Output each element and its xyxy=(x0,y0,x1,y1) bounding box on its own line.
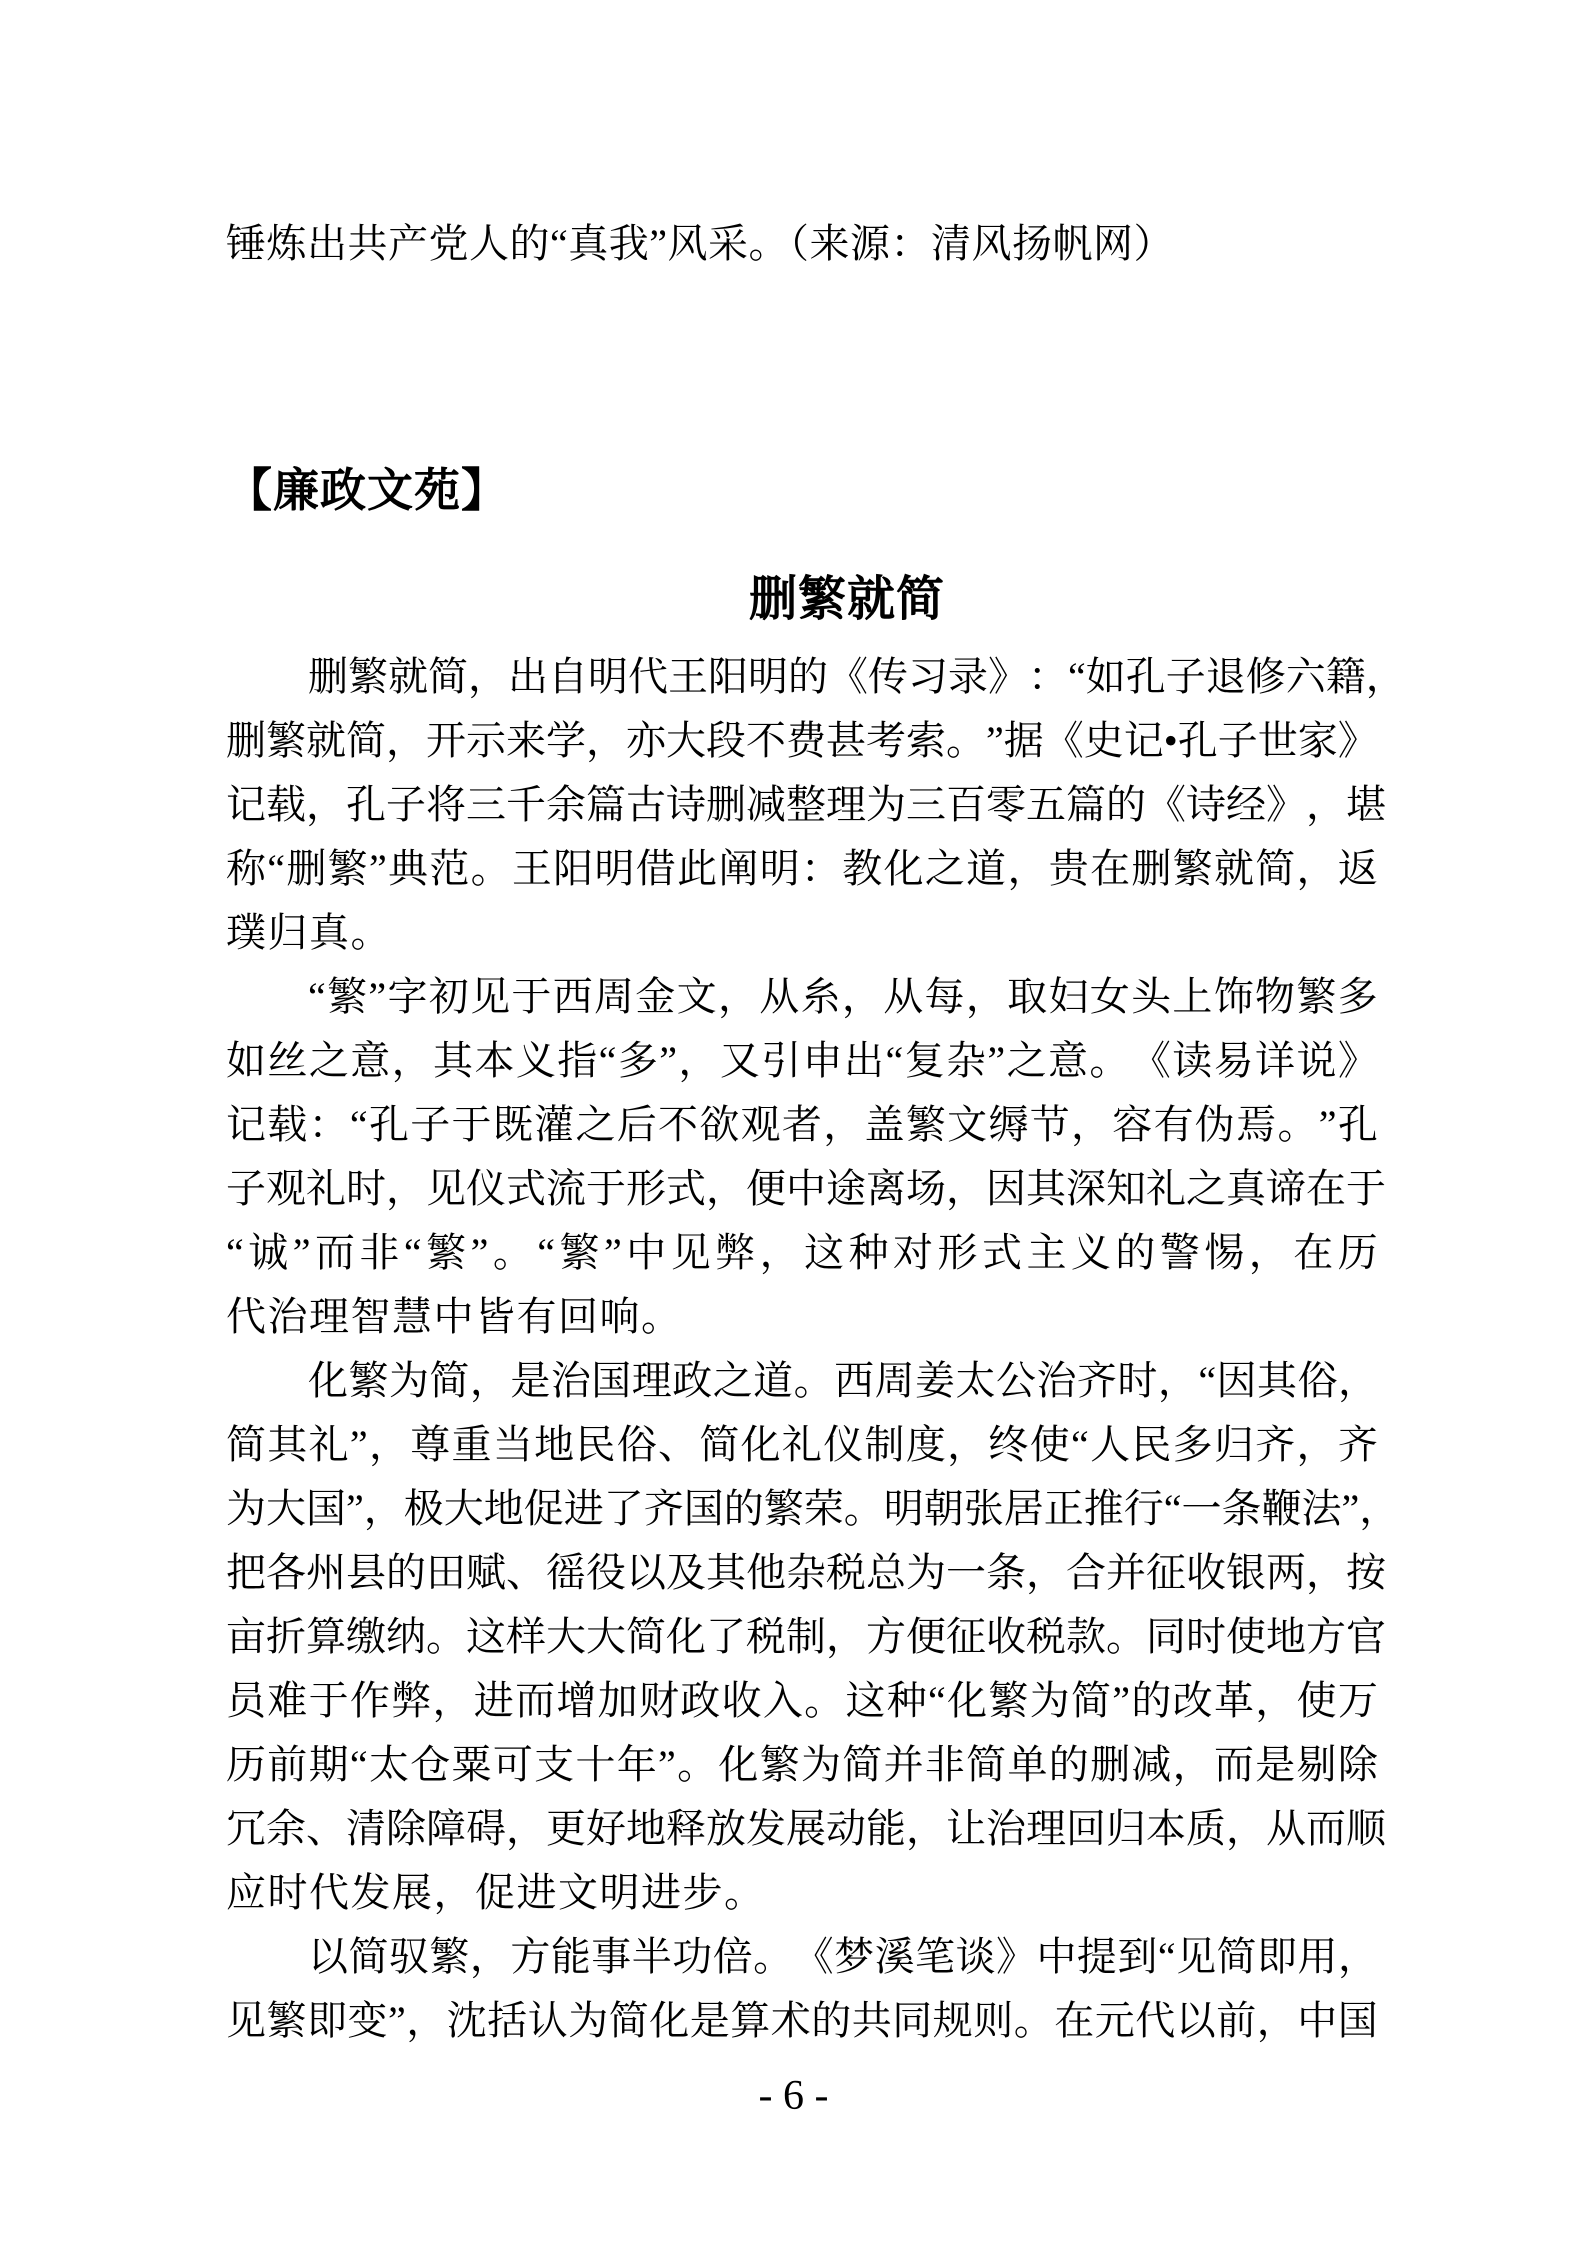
article-line: 代治理智慧中皆有回响。 xyxy=(226,1294,683,1339)
article-title: 删繁就简 xyxy=(748,573,945,626)
article-line: 删 繁 就 简 ， 出 自 明 代 王 阳 明 的 《 传 习 录 》 ： “ 如 孔 子 退 修 六 籍 ， xyxy=(308,654,1406,699)
article-line: 如 丝 之 意 ， 其 本 义 指 “ 多 ” ， 又 引 申 出 “ 复 杂 ” 之 意 。 《 读 易 详 说 》 xyxy=(226,1038,1378,1083)
article-line: 历 前 期 “ 太 仓 粟 可 支 十 年 ” 。 化 繁 为 简 并 非 简 单 的 删 减 ， 而 是 剔 除 xyxy=(226,1742,1378,1787)
article-line: 璞归真。 xyxy=(226,910,392,955)
article-line: “ 诚 ” 而 非 “ 繁 ” 。 “ 繁 ” 中 见 弊 ， 这 种 对 形 式 主 义 的 警 惕 ， 在 历 xyxy=(226,1230,1378,1275)
article-line: 亩 折 算 缴 纳 。 这 样 大 大 简 化 了 税 制 ， 方 便 征 收 税 款 。 同 时 使 地 方 官 xyxy=(226,1614,1386,1659)
article-line: 化 繁 为 简 ， 是 治 国 理 政 之 道 。 西 周 姜 太 公 治 齐 时 ， “ 因 其 俗 ， xyxy=(308,1358,1378,1403)
page-content xyxy=(226,0,1406,2053)
article-line: 把 各 州 县 的 田 赋 、 徭 役 以 及 其 他 杂 税 总 为 一 条 ， 合 并 征 收 银 两 ， 按 xyxy=(226,1550,1386,1595)
article-line: 为 大 国 ” ， 极 大 地 促 进 了 齐 国 的 繁 荣 。 明 朝 张 居 正 推 行 “ 一 条 鞭 法 ” ， xyxy=(226,1486,1400,1531)
section-header: 【廉政文苑】 xyxy=(226,465,508,516)
article-line: 删 繁 就 简 ， 开 示 来 学 ， 亦 大 段 不 费 甚 考 索 。 ” 据 《 史 记 • 孔 子 世 家 》 xyxy=(226,718,1378,763)
article-line: 应时代发展，促进文明进步。 xyxy=(226,1870,766,1915)
article-body xyxy=(226,645,1406,2053)
article-line: 子 观 礼 时 ， 见 仪 式 流 于 形 式 ， 便 中 途 离 场 ， 因 其 深 知 礼 之 真 谛 在 于 xyxy=(226,1166,1386,1211)
article-line: 简 其 礼 ” ， 尊 重 当 地 民 俗 、 简 化 礼 仪 制 度 ， 终 使 “ 人 民 多 归 齐 ， 齐 xyxy=(226,1422,1378,1467)
article-line: 员 难 于 作 弊 ， 进 而 增 加 财 政 收 入 。 这 种 “ 化 繁 为 简 ” 的 改 革 ， 使 万 xyxy=(226,1678,1378,1723)
article-line: 冗 余 、 清 除 障 碍 ， 更 好 地 释 放 发 展 动 能 ， 让 治 理 回 归 本 质 ， 从 而 顺 xyxy=(226,1806,1386,1851)
article-line: 称 “ 删 繁 ” 典 范 。 王 阳 明 借 此 阐 明 ： 教 化 之 道 ， 贵 在 删 繁 就 简 ， 返 xyxy=(226,846,1378,891)
article-line: 见 繁 即 变 ” ， 沈 括 认 为 简 化 是 算 术 的 共 同 规 则 。 在 元 代 以 前 ， 中 国 xyxy=(226,1998,1378,2043)
article-line: 以 简 驭 繁 ， 方 能 事 半 功 倍 。 《 梦 溪 笔 谈 》 中 提 到 “ 见 简 即 用 ， xyxy=(308,1934,1378,1979)
article-line: 记 载 ， 孔 子 将 三 千 余 篇 古 诗 删 减 整 理 为 三 百 零 五 篇 的 《 诗 经 》 ， 堪 xyxy=(226,782,1386,827)
page-number: - 6 - xyxy=(758,2073,829,2119)
article-line: 记 载 ： “ 孔 子 于 既 灌 之 后 不 欲 观 者 ， 盖 繁 文 缛 节 ， 容 有 伪 焉 。 ” 孔 xyxy=(226,1102,1378,1147)
article-line: “ 繁 ” 字 初 见 于 西 周 金 文 ， 从 糸 ， 从 每 ， 取 妇 女 头 上 饰 物 繁 多 xyxy=(308,974,1378,1019)
lead-paragraph-line: 锤炼出共产党人的“真我”风采。（来源：清风扬帆网） xyxy=(226,221,1175,266)
